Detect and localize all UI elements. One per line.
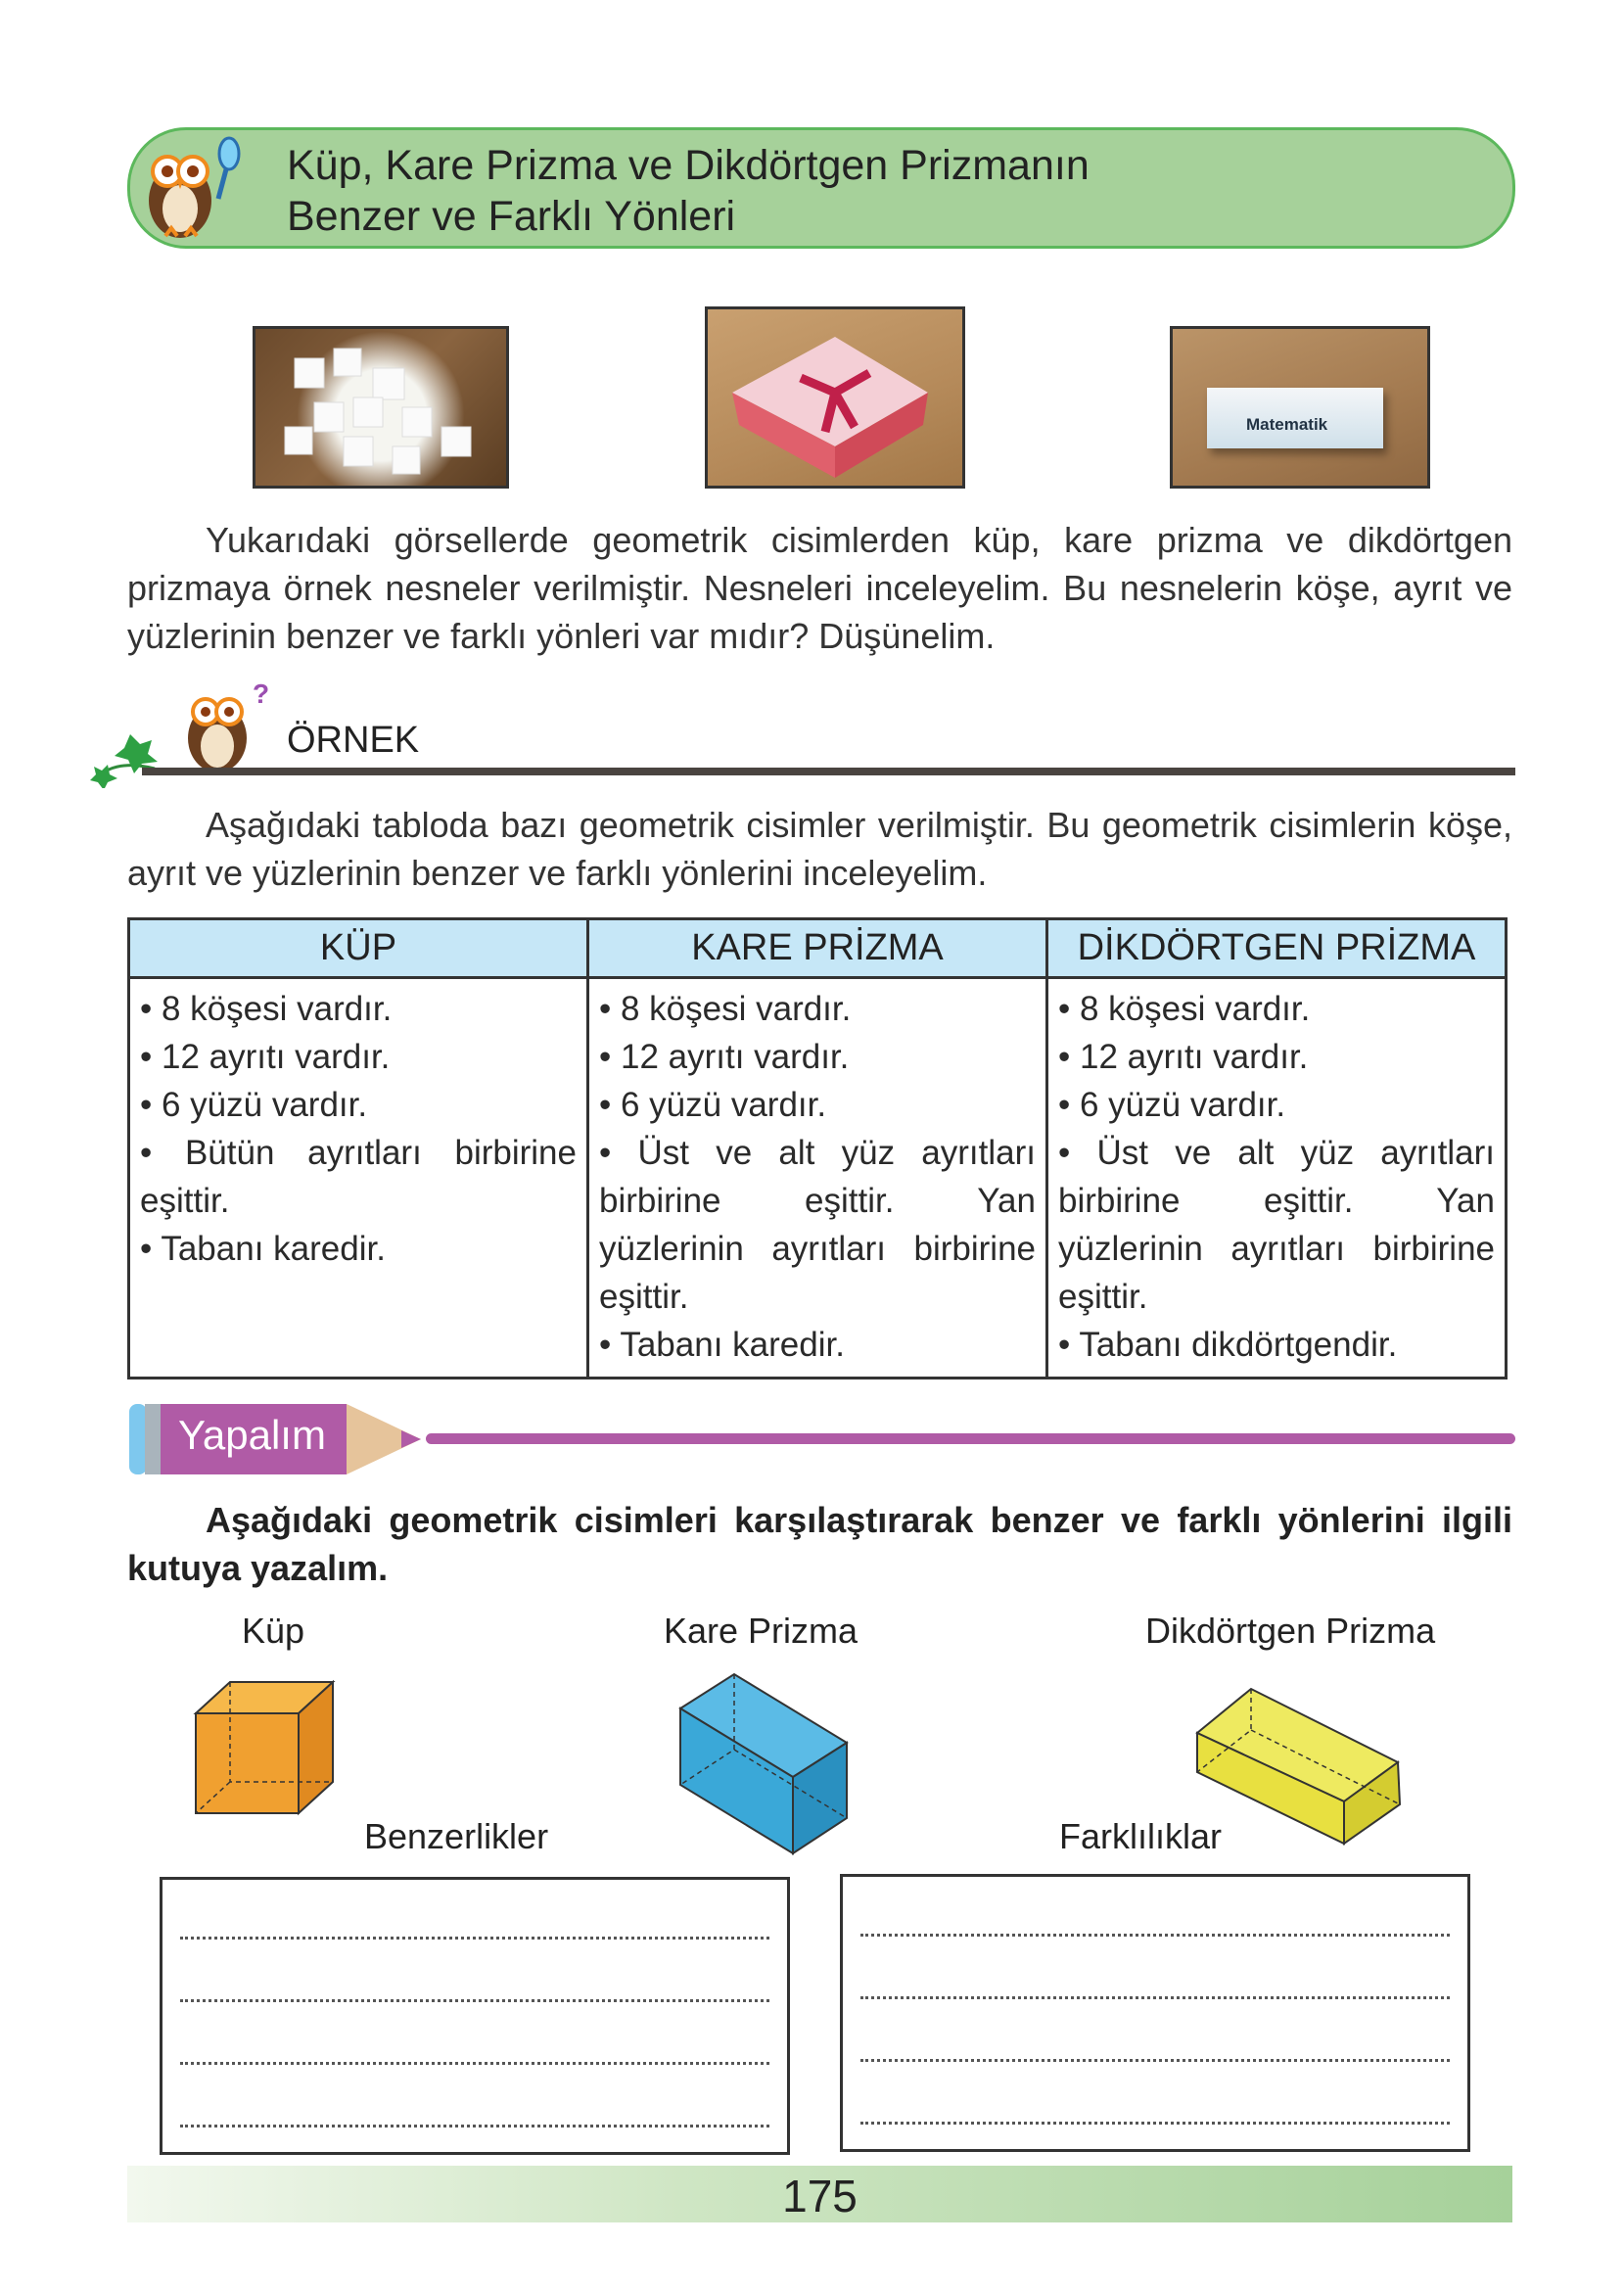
list-item: • 8 köşesi vardır. — [140, 990, 393, 1028]
square-prism-label: Kare Prizma — [664, 1611, 858, 1651]
activity-pencil-banner — [127, 1400, 431, 1478]
table-row — [129, 978, 1507, 1379]
leaf-icon — [86, 720, 164, 788]
list-item: • Üst ve alt yüz ayrıtları birbirine eşittir. Yan yüzlerinin ayrıtları birbirine eşittir. — [599, 1134, 1036, 1316]
gift-box-image — [708, 309, 962, 486]
answer-line[interactable] — [860, 2059, 1450, 2062]
list-item: • Üst ve alt yüz ayrıtları birbirine eşittir. Yan yüzlerinin ayrıtları birbirine eşittir. — [1058, 1134, 1495, 1316]
book — [1207, 388, 1383, 448]
differences-label: Farklılıklar — [1059, 1816, 1223, 1856]
list-item: • 12 ayrıtı vardır. — [1058, 1038, 1309, 1076]
header-rect-prism: DİKDÖRTGEN PRİZMA — [1047, 919, 1507, 978]
example-heading: ÖRNEK — [287, 720, 420, 761]
svg-text:?: ? — [253, 678, 270, 709]
answer-line[interactable] — [180, 1999, 769, 2002]
answer-line[interactable] — [860, 1934, 1450, 1937]
list-item: • Tabanı dikdörtgendir. — [1058, 1326, 1398, 1364]
differences-answer-box[interactable] — [840, 1874, 1470, 2152]
title-banner — [127, 127, 1515, 249]
list-item: • 6 yüzü vardır. — [140, 1086, 368, 1124]
example-divider — [142, 768, 1515, 775]
intro-paragraph — [127, 516, 1512, 660]
answer-line[interactable] — [180, 2062, 769, 2065]
activity-heading: Yapalım — [178, 1412, 326, 1458]
owl-magnifier-icon — [136, 132, 254, 242]
sugar-cubes-photo — [253, 326, 509, 489]
square-prism-shape — [675, 1669, 857, 1860]
page-footer — [127, 2166, 1512, 2222]
book-label: Matematik — [1246, 415, 1328, 434]
header-square-prism: KARE PRİZMA — [588, 919, 1047, 978]
similarities-label: Benzerlikler — [364, 1816, 549, 1856]
list-item: • 12 ayrıtı vardır. — [599, 1038, 850, 1076]
answer-line[interactable] — [180, 2125, 769, 2127]
list-item: • Tabanı karedir. — [599, 1326, 845, 1364]
book-photo — [1170, 326, 1430, 489]
cube-cell — [129, 978, 588, 1379]
comparison-table — [127, 917, 1508, 1379]
example-paragraph — [127, 801, 1512, 897]
title-line-2: Benzer ve Farklı Yönleri — [287, 193, 736, 240]
gift-box-photo — [705, 306, 965, 489]
list-item: • Bütün ayrıtları birbirine eşittir. — [140, 1134, 577, 1220]
answer-line[interactable] — [860, 1996, 1450, 1999]
rect-prism-shape — [1192, 1679, 1408, 1850]
sugar-cubes-image — [255, 329, 506, 486]
list-item: • 8 köşesi vardır. — [599, 990, 852, 1028]
instruction-text: Aşağıdaki geometrik cisimleri karşılaştırarak benzer ve farklı yönlerini ilgili kutuya yazalım. — [127, 1500, 1512, 1588]
answer-line[interactable] — [860, 2122, 1450, 2125]
table-header-row — [129, 919, 1507, 978]
owl-question-icon — [176, 678, 274, 775]
rect-prism-label: Dikdörtgen Prizma — [1145, 1611, 1436, 1651]
page-number: 175 — [782, 2171, 858, 2221]
square-prism-cell — [588, 978, 1047, 1379]
title-line-1: Küp, Kare Prizma ve Dikdörtgen Prizmanın — [287, 142, 1090, 189]
intro-text: Yukarıdaki görsellerde geometrik cisimlerden küp, kare prizma ve dikdörtgen prizmaya örnek nesneler verilmiştir. Nesneleri inceleyelim. Bu nesnelerin köşe, ayrıt ve yüzlerinin benzer ve farklı yönleri var mıdır? Düşünelim. — [127, 520, 1512, 656]
list-item: • 6 yüzü vardır. — [1058, 1086, 1286, 1124]
list-item: • 6 yüzü vardır. — [599, 1086, 827, 1124]
cube-label: Küp — [242, 1611, 305, 1651]
similarities-answer-box[interactable] — [160, 1877, 790, 2155]
list-item: • 8 köşesi vardır. — [1058, 990, 1311, 1028]
cube-shape — [191, 1674, 338, 1821]
page-title — [287, 140, 1090, 242]
activity-divider — [426, 1433, 1515, 1444]
header-cube: KÜP — [129, 919, 588, 978]
activity-instruction — [127, 1496, 1512, 1592]
answer-line[interactable] — [180, 1937, 769, 1940]
rect-prism-cell — [1047, 978, 1507, 1379]
list-item: • 12 ayrıtı vardır. — [140, 1038, 391, 1076]
example-text: Aşağıdaki tabloda bazı geometrik cisimler verilmiştir. Bu geometrik cisimlerin köşe, ayrıt ve yüzlerinin benzer ve farklı yönlerini inceleyelim. — [127, 805, 1512, 893]
list-item: • Tabanı karedir. — [140, 1230, 386, 1268]
